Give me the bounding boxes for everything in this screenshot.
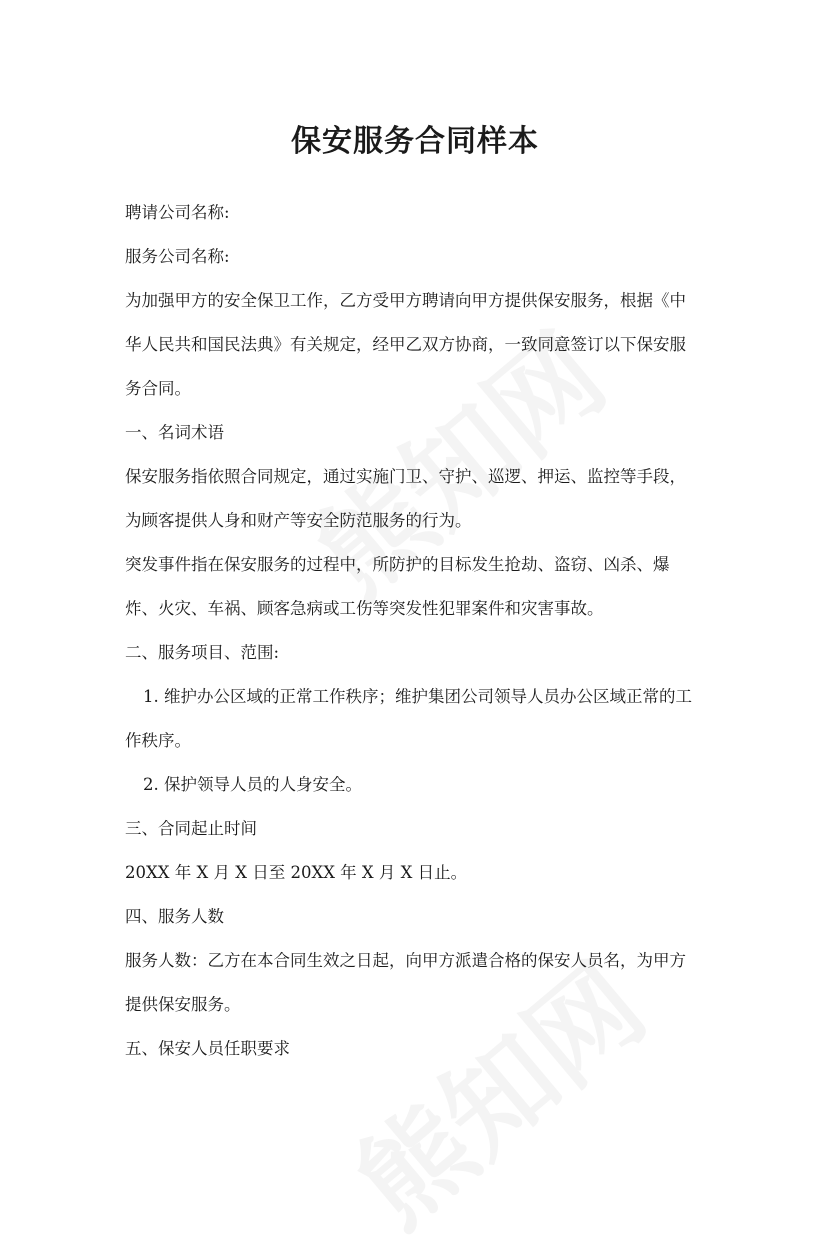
document-title: 保安服务合同样本 — [291, 124, 539, 159]
paragraph-line: 保安服务指依照合同规定，通过实施门卫、守护、巡逻、押运、监控等手段， — [125, 467, 686, 486]
preamble-line: 为加强甲方的安全保卫工作，乙方受甲方聘请向甲方提供保安服务，根据《中 — [125, 291, 686, 310]
paragraph-line: 突发事件指在保安服务的过程中，所防护的目标发生抢劫、盗窃、凶杀、爆 — [125, 555, 670, 574]
preamble-line: 务合同。 — [125, 379, 191, 398]
section-heading-terms: 一、名词术语 — [125, 423, 224, 442]
list-item: 1. 维护办公区域的正常工作秩序；维护集团公司领导人员办公区域正常的工 — [143, 687, 692, 706]
paragraph-line: 炸、火灾、车祸、顾客急病或工伤等突发性犯罪案件和灾害事故。 — [125, 599, 604, 618]
contract-period: 20XX 年 X 月 X 日至 20XX 年 X 月 X 日止。 — [125, 863, 468, 882]
document-body — [125, 191, 700, 1071]
section-heading-staffing: 四、服务人数 — [125, 907, 224, 926]
preamble-line: 华人民共和国民法典》有关规定，经甲乙双方协商，一致同意签订以下保安服 — [125, 335, 686, 354]
paragraph-line: 提供保安服务。 — [125, 995, 241, 1014]
section-heading-requirements: 五、保安人员任职要求 — [125, 1039, 290, 1058]
list-item-continuation: 作秩序。 — [125, 731, 191, 750]
service-company-label: 服务公司名称: — [125, 247, 230, 266]
section-heading-scope: 二、服务项目、范围: — [125, 643, 280, 662]
paragraph-line: 为顾客提供人身和财产等安全防范服务的行为。 — [125, 511, 472, 530]
hiring-company-label: 聘请公司名称: — [125, 203, 230, 222]
paragraph-line: 服务人数：乙方在本合同生效之日起，向甲方派遣合格的保安人员名，为甲方 — [125, 951, 686, 970]
section-heading-period: 三、合同起止时间 — [125, 819, 257, 838]
list-item: 2. 保护领导人员的人身安全。 — [143, 775, 362, 794]
